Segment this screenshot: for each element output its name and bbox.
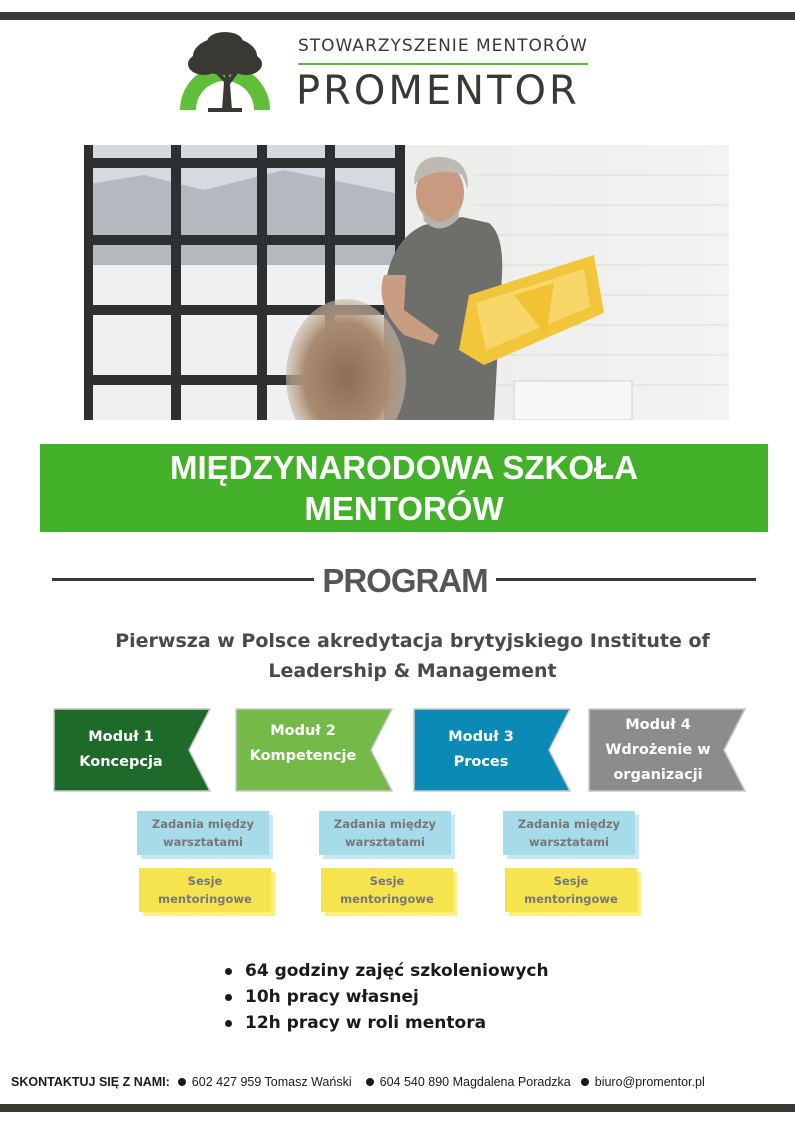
contact-phone-2[interactable]: 604 540 890 Magdalena Poradzka (379, 1075, 571, 1089)
note-sessions-2-line2: mentoringowe (340, 892, 434, 906)
module-1-title: Koncepcja (79, 754, 163, 770)
bullet-icon (581, 1078, 589, 1086)
module-2-title: Kompetencje (249, 748, 357, 764)
note-tasks-2 (319, 811, 451, 855)
contact-label: SKONTAKTUJ SIĘ Z NAMI: (11, 1075, 170, 1089)
heading-rule-left (52, 578, 314, 581)
bottom-border-bar (0, 1104, 795, 1112)
program-hours-list (225, 958, 549, 1036)
note-tasks-2-line1: Zadania między (333, 817, 437, 831)
list-item (225, 958, 549, 984)
bullet-icon (225, 1020, 232, 1027)
module-1-arrow (53, 708, 211, 792)
logo-name: PROMENTOR (296, 68, 580, 114)
note-sessions-2-line1: Sesje (369, 874, 405, 888)
module-3-number: Moduł 3 (448, 729, 514, 745)
note-sessions-3 (505, 868, 637, 912)
logo-divider (298, 63, 588, 65)
module-1-number: Moduł 1 (88, 729, 154, 745)
heading-rule-right (496, 578, 756, 581)
contact-footer (11, 1075, 791, 1089)
note-tasks-2-line2: warsztatami (344, 835, 426, 849)
module-3-arrow (413, 708, 571, 792)
module-4-title-line2: organizacji (613, 766, 703, 783)
program-subtitle: Pierwsza w Polsce akredytacja brytyjskiego Institute of Leadership & Management (115, 630, 710, 682)
note-sessions-3-line1: Sesje (553, 874, 589, 888)
bullet-icon (178, 1078, 186, 1086)
bullet-text-3: 12h pracy w roli mentora (245, 1013, 487, 1033)
bullet-icon (366, 1078, 374, 1086)
bullet-icon (225, 968, 232, 975)
presenter-photo (84, 145, 729, 420)
title-banner (40, 444, 768, 532)
note-sessions-1-line1: Sesje (187, 874, 223, 888)
logo-subtitle: STOWARZYSZENIE MENTORÓW (298, 36, 588, 56)
program-heading: PROGRAM (322, 562, 488, 599)
module-2-arrow (235, 708, 393, 792)
note-tasks-1-line2: warsztatami (162, 835, 244, 849)
top-border-bar (0, 12, 795, 20)
contact-email-link[interactable]: biuro@promentor.pl (594, 1075, 705, 1089)
note-tasks-1 (137, 811, 269, 855)
note-sessions-1 (139, 868, 271, 912)
module-4-arrow (588, 708, 746, 792)
note-tasks-3-line2: warsztatami (528, 835, 610, 849)
module-3-title: Proces (453, 754, 509, 770)
bullet-text-2: 10h pracy własnej (245, 987, 419, 1007)
list-item (225, 1010, 549, 1036)
note-tasks-3-line1: Zadania między (517, 817, 621, 831)
list-item (225, 984, 549, 1010)
note-tasks-1-line1: Zadania między (151, 817, 255, 831)
note-sessions-2 (321, 868, 453, 912)
module-4-title-line1: Wdrożenie w (605, 741, 711, 758)
note-tasks-3 (503, 811, 635, 855)
bullet-text-1: 64 godziny zajęć szkoleniowych (245, 961, 549, 981)
note-sessions-1-line2: mentoringowe (158, 892, 252, 906)
photo-presenter (84, 145, 729, 420)
tree-icon (178, 32, 273, 116)
page-title: MIĘDZYNARODOWA SZKOŁA MENTORÓW (169, 449, 639, 527)
bullet-icon (225, 994, 232, 1001)
contact-phone-1[interactable]: 602 427 959 Tomasz Wański (191, 1075, 352, 1089)
module-4-number: Moduł 4 (625, 716, 691, 733)
module-2-number: Moduł 2 (270, 723, 336, 739)
promentor-logo (178, 32, 618, 116)
note-sessions-3-line2: mentoringowe (524, 892, 618, 906)
